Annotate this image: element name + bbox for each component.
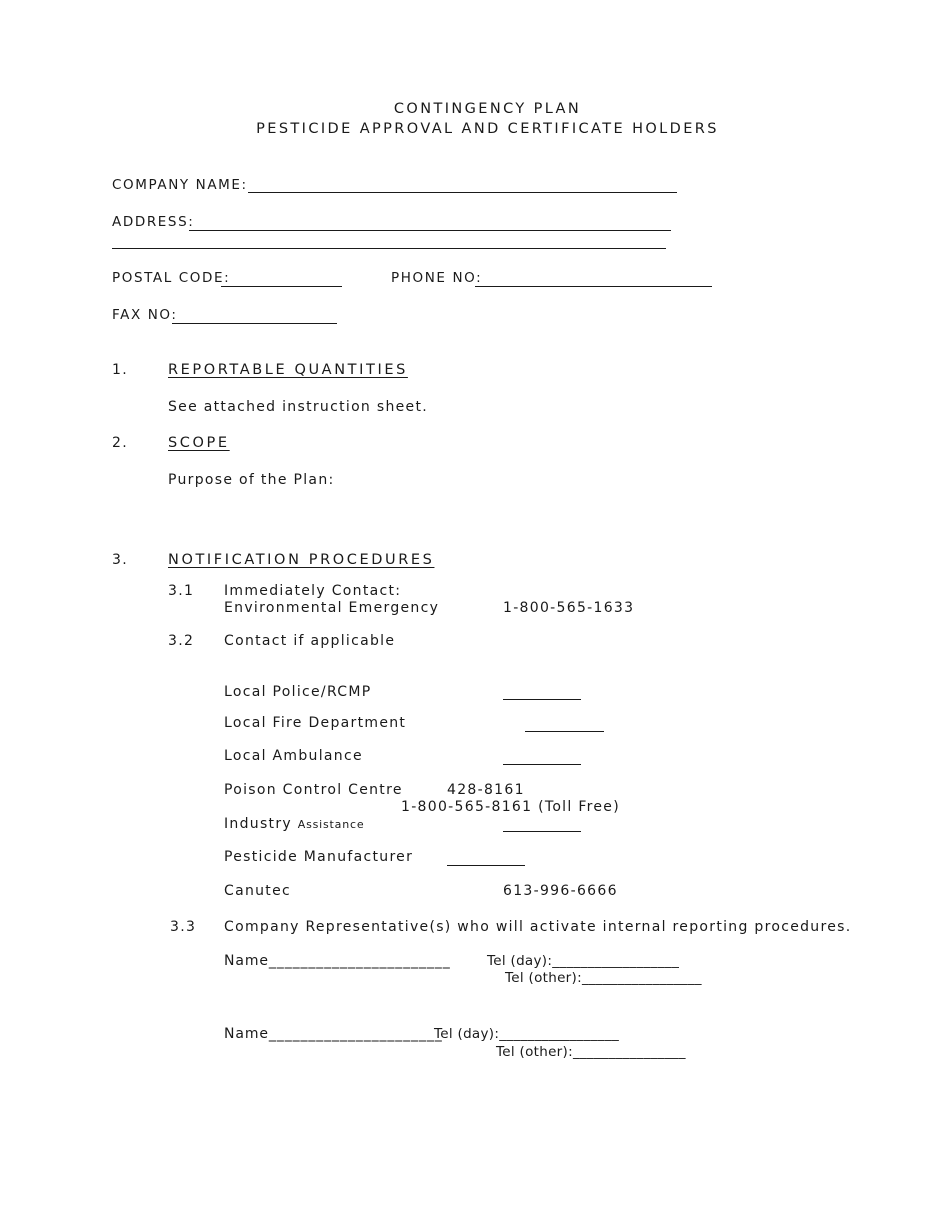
contact-if-applicable-label: Contact if applicable (224, 633, 396, 649)
company-representative-label: Company Representative(s) who will activate internal reporting procedures. (224, 919, 852, 935)
section-1-body: See attached instruction sheet. (168, 399, 428, 415)
subsection-3-2-number: 3.2 (168, 633, 195, 649)
document-title-line-1: CONTINGENCY PLAN (393, 101, 582, 117)
section-2-heading: SCOPE (168, 435, 230, 451)
company-name-label: COMPANY NAME: (112, 177, 248, 193)
local-ambulance-field[interactable] (503, 764, 581, 765)
poison-control-tollfree: 1-800-565-8161 (Toll Free) (401, 799, 620, 815)
section-1-number: 1. (112, 362, 128, 378)
subsection-3-1-number: 3.1 (168, 583, 195, 599)
local-fire-field[interactable] (525, 731, 604, 732)
local-fire-label: Local Fire Department (224, 715, 407, 731)
canutec-phone: 613-996-6666 (503, 883, 618, 899)
postal-code-field[interactable] (221, 286, 342, 287)
phone-label: PHONE NO: (391, 270, 483, 286)
company-name-field[interactable] (248, 192, 677, 193)
phone-field[interactable] (475, 286, 712, 287)
industry-assistance-label (224, 816, 364, 832)
fax-label: FAX NO: (112, 307, 178, 323)
section-1-heading: REPORTABLE QUANTITIES (168, 362, 408, 378)
subsection-3-3-number: 3.3 (170, 919, 197, 935)
rep2-tel-day-field[interactable]: Tel (day):_________________ (434, 1026, 620, 1042)
canutec-label: Canutec (224, 883, 292, 899)
industry-assistance-field[interactable] (503, 831, 581, 832)
local-ambulance-label: Local Ambulance (224, 748, 363, 764)
rep1-tel-other-field[interactable]: Tel (other):_________________ (505, 970, 702, 986)
industry-label: Industry (224, 816, 292, 832)
rep2-tel-other-field[interactable]: Tel (other):________________ (496, 1044, 686, 1060)
assistance-label: Assistance (297, 818, 365, 831)
section-3-heading: NOTIFICATION PROCEDURES (168, 552, 435, 568)
pesticide-manufacturer-field[interactable] (447, 865, 525, 866)
section-3-number: 3. (112, 552, 128, 568)
fax-field[interactable] (172, 323, 337, 324)
poison-control-label: Poison Control Centre (224, 782, 403, 798)
rep1-tel-day-field[interactable]: Tel (day):__________________ (487, 953, 680, 969)
local-police-label: Local Police/RCMP (224, 684, 372, 700)
postal-code-label: POSTAL CODE: (112, 270, 231, 286)
rep1-name-field[interactable]: Name_______________________ (224, 953, 451, 969)
section-2-number: 2. (112, 435, 128, 451)
address-field-line-1[interactable] (189, 230, 671, 231)
environmental-emergency-phone: 1-800-565-1633 (503, 600, 635, 616)
poison-control-phone: 428-8161 (447, 782, 525, 798)
local-police-field[interactable] (503, 699, 581, 700)
document-title-line-2: PESTICIDE APPROVAL AND CERTIFICATE HOLDERS (256, 121, 719, 137)
address-field-line-2[interactable] (112, 248, 666, 249)
pesticide-manufacturer-label: Pesticide Manufacturer (224, 849, 414, 865)
immediately-contact-label: Immediately Contact: (224, 583, 402, 599)
environmental-emergency-label: Environmental Emergency (224, 600, 440, 616)
rep2-name-field[interactable]: Name______________________ (224, 1026, 443, 1042)
address-label: ADDRESS: (112, 214, 195, 230)
section-2-body: Purpose of the Plan: (168, 472, 335, 488)
